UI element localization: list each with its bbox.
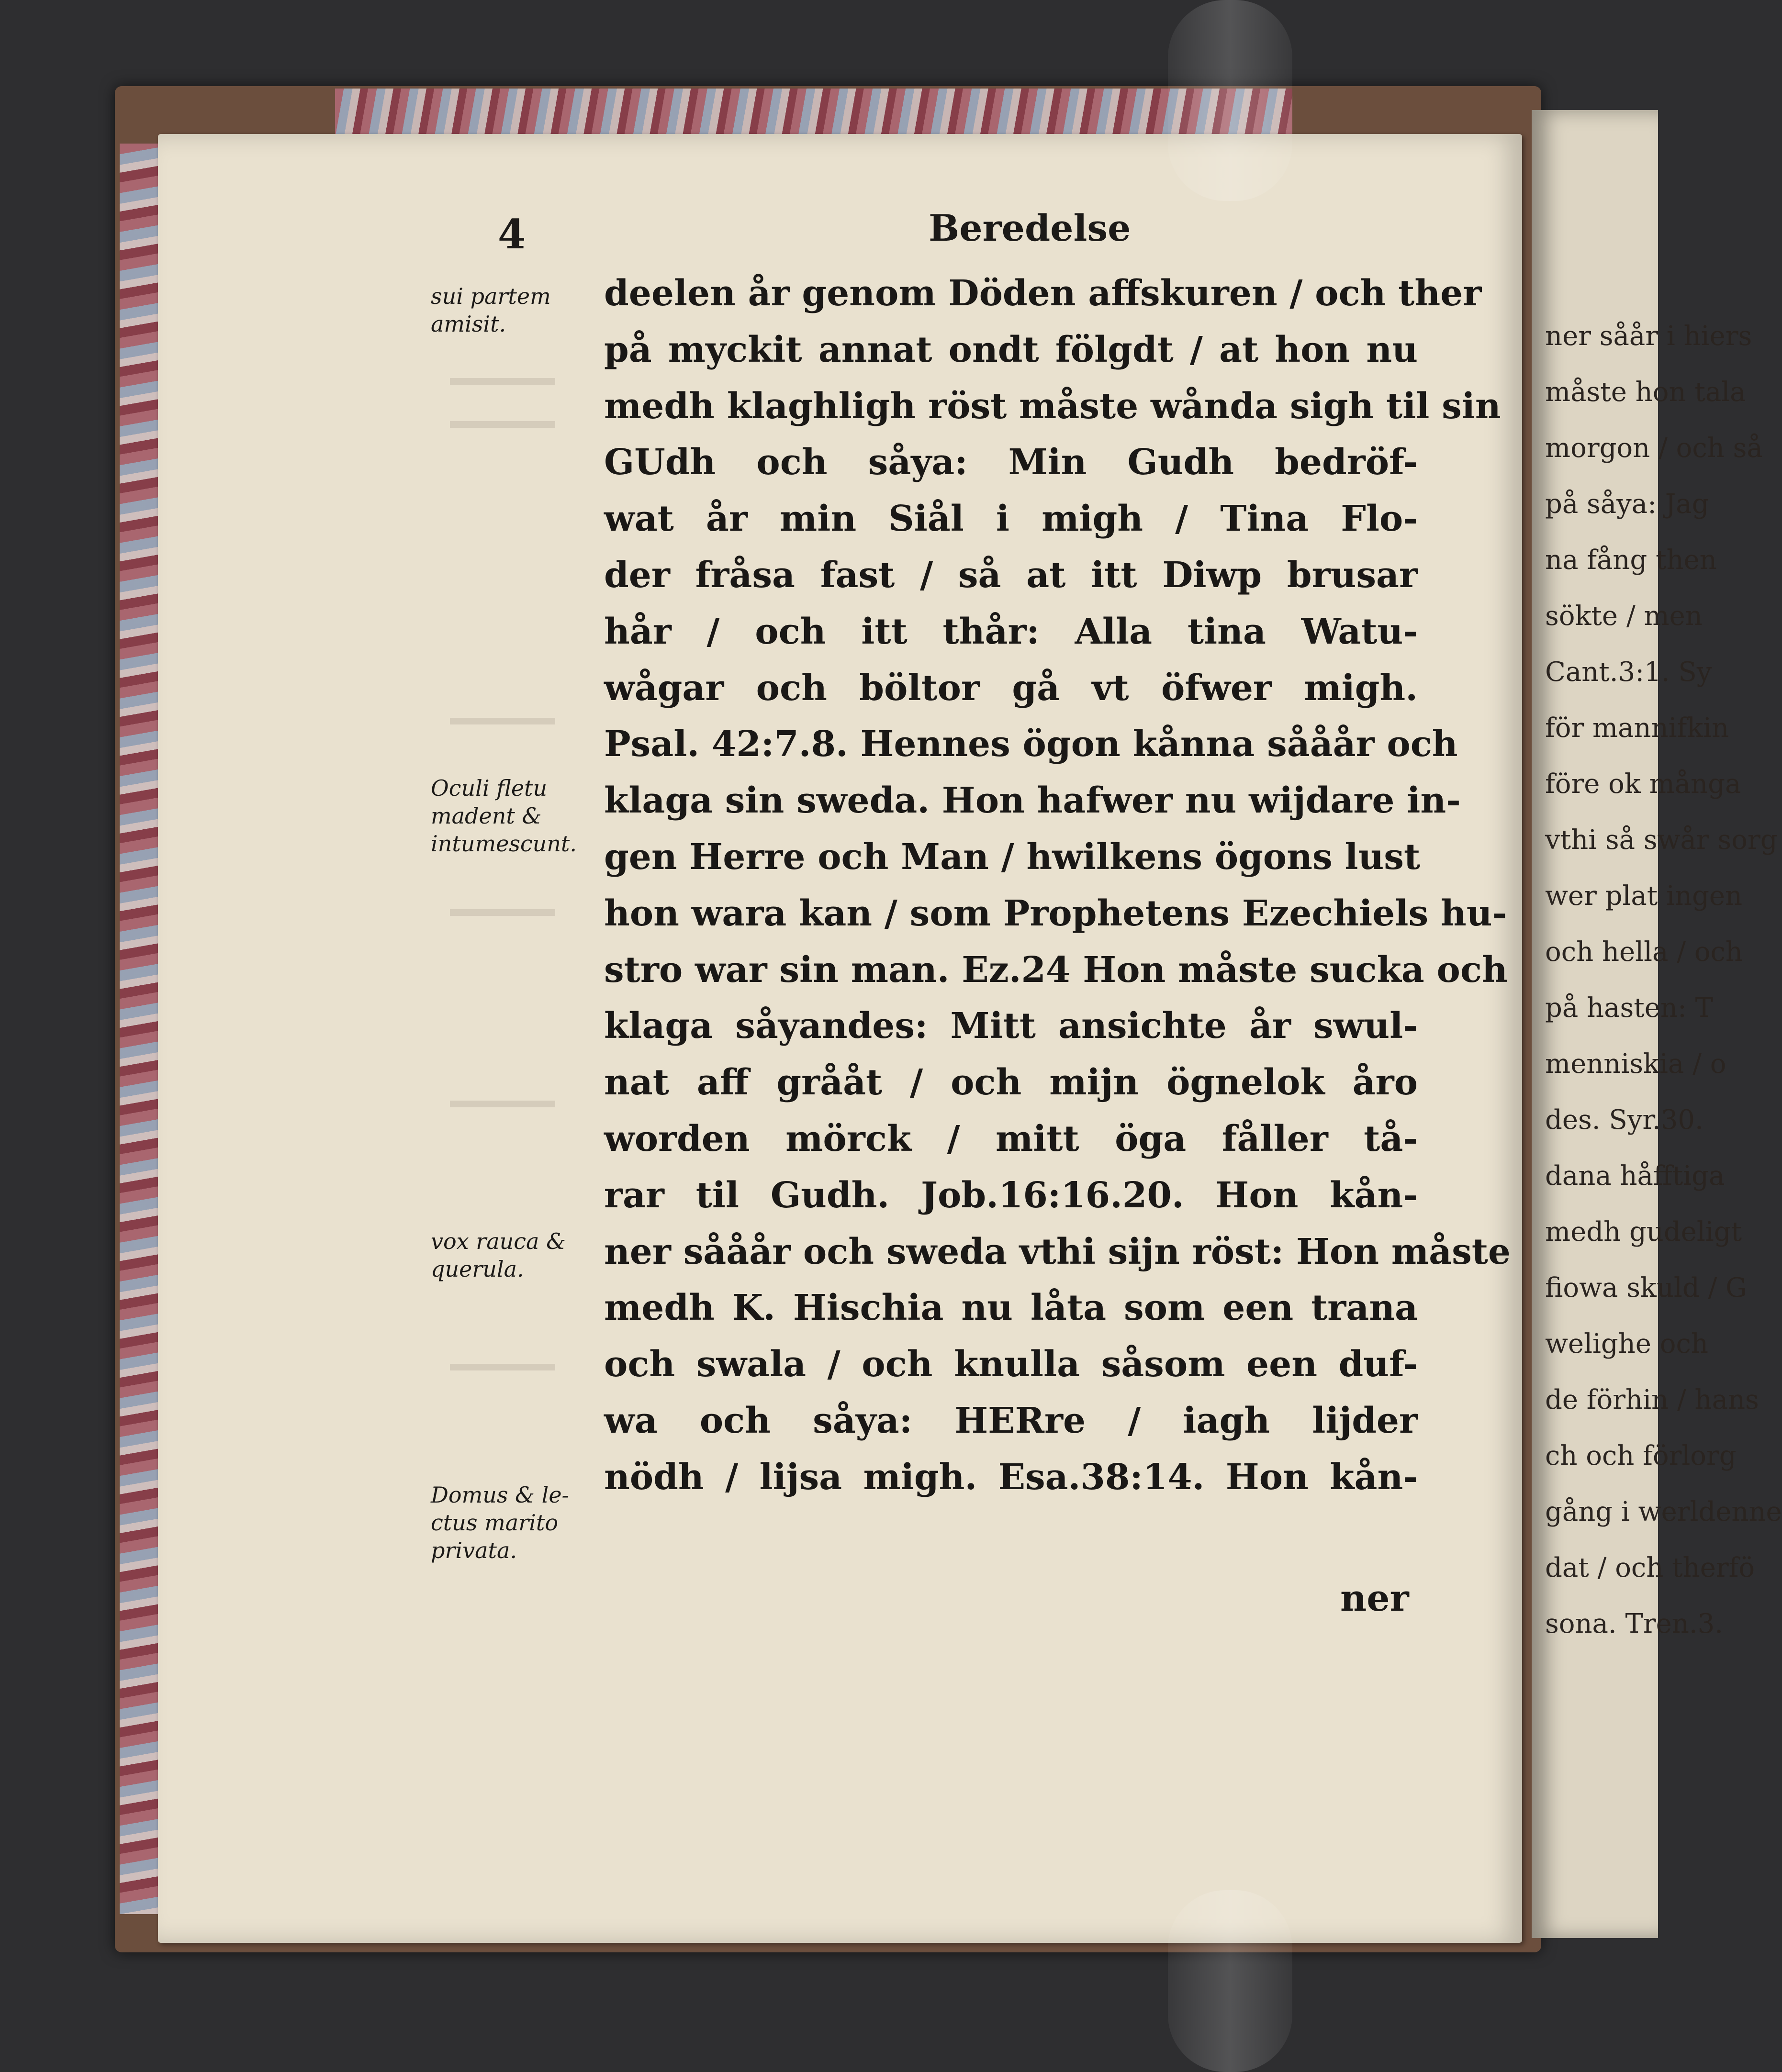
margin-note xyxy=(431,1481,594,1564)
margin-note xyxy=(431,282,594,338)
text-line: klaga sin sweda. Hon hafwer nu wijdare in- xyxy=(604,780,1461,822)
facing-page-line: dat / och therfö xyxy=(1545,1552,1755,1583)
glass-weight-top xyxy=(1168,0,1292,201)
text-line: wat år min Siål i migh / Tina Flo- xyxy=(604,498,1418,540)
margin-note-line: amisit. xyxy=(431,311,506,337)
margin-note-line: Domus & le- xyxy=(431,1482,570,1508)
text-line: worden mörck / mitt öga fåller tå- xyxy=(604,1118,1418,1159)
facing-page-line: na fång then xyxy=(1545,545,1717,576)
facing-page-line: på hasten: T xyxy=(1545,992,1713,1024)
facing-page xyxy=(1532,110,1782,1938)
text-line: hår / och itt thår: Alla tina Watu- xyxy=(604,611,1418,652)
facing-page-line: ner såår i hiers xyxy=(1545,321,1752,352)
facing-page-line: des. Syr.30. xyxy=(1545,1104,1704,1136)
text-line: rar til Gudh. Job.16:16.20. Hon kån- xyxy=(604,1174,1418,1216)
facing-page-line: fiowa skuld / G xyxy=(1545,1272,1747,1303)
margin-note xyxy=(431,774,594,858)
margin-note xyxy=(431,1227,594,1283)
facing-page-line: ch och förlorg xyxy=(1545,1440,1737,1471)
text-line: GUdh och såya: Min Gudh bedröf- xyxy=(604,442,1418,483)
margin-note-line: Oculi fletu xyxy=(431,775,548,801)
facing-page-line: för mannifkin xyxy=(1545,713,1729,744)
show-through-mark xyxy=(450,909,555,916)
text-line: klaga såyandes: Mitt ansichte år swul- xyxy=(604,1005,1418,1047)
margin-note-line: querula. xyxy=(431,1256,524,1282)
glass-weight-bottom xyxy=(1168,1890,1292,2072)
facing-page-line: vthi så swår sorg xyxy=(1545,824,1778,856)
text-line: wågar och böltor gå vt öfwer migh. xyxy=(604,667,1418,709)
text-line: nödh / lijsa migh. Esa.38:14. Hon kån- xyxy=(604,1456,1418,1498)
facing-page-line: på såya: Jag xyxy=(1545,489,1709,520)
catchword: ner xyxy=(1340,1577,1409,1619)
facing-page-line: welighe och xyxy=(1545,1328,1708,1359)
text-line: och swala / och knulla såsom een duf- xyxy=(604,1344,1418,1385)
facing-page-line: sökte / men xyxy=(1545,601,1703,632)
text-line: deelen år genom Döden affskuren / och ther xyxy=(604,273,1482,314)
text-line: ner sååår och sweda vthi sijn röst: Hon måste xyxy=(604,1231,1511,1272)
facing-page-line: wer plat ingen xyxy=(1545,880,1743,912)
text-line: gen Herre och Man / hwilkens ögons lust xyxy=(604,836,1421,878)
text-line: nat aff grååt / och mijn ögnelok åro xyxy=(604,1062,1418,1103)
margin-note-line: ctus marito xyxy=(431,1510,559,1536)
text-line: hon wara kan / som Prophetens Ezechiels hu- xyxy=(604,892,1507,934)
margin-note-line: sui partem xyxy=(431,283,551,309)
text-line: stro war sin man. Ez.24 Hon måste sucka och xyxy=(604,949,1508,991)
body-text xyxy=(604,266,1511,1506)
margin-note-line: vox rauca & xyxy=(431,1228,566,1254)
text-line: Psal. 42:7.8. Hennes ögon kånna sååår och xyxy=(604,724,1458,765)
text-line: på myckit annat ondt fölgdt / at hon nu xyxy=(604,329,1418,370)
text-line: der fråsa fast / så at itt Diwp brusar xyxy=(604,554,1418,596)
facing-page-line: sona. Tren.3. xyxy=(1545,1608,1724,1639)
show-through-mark xyxy=(450,718,555,724)
running-head: Beredelse xyxy=(929,207,1131,249)
text-line: medh klaghligh röst måste wånda sigh til sin xyxy=(604,385,1501,427)
facing-page-line: och hella / och xyxy=(1545,936,1743,968)
facing-page-line: före ok många xyxy=(1545,769,1741,800)
facing-page-line: medh gudeligt xyxy=(1545,1216,1742,1248)
facing-page-line: Cant.3:1. Sy xyxy=(1545,657,1712,688)
facing-page-line: de förhin / hans xyxy=(1545,1384,1759,1415)
show-through-mark xyxy=(450,378,555,385)
facing-page-line: måste hon tala xyxy=(1545,377,1746,408)
margin-note-line: madent & xyxy=(431,803,542,829)
show-through-mark xyxy=(450,1101,555,1107)
facing-page-line: morgon / och så xyxy=(1545,433,1763,464)
facing-page-line: menniskia / o xyxy=(1545,1048,1726,1080)
margin-note-line: intumescunt. xyxy=(431,831,577,857)
margin-note-line: privata. xyxy=(431,1537,517,1563)
text-line: wa och såya: HERre / iagh lijder xyxy=(604,1400,1418,1441)
facing-page-line: dana håfftiga xyxy=(1545,1160,1725,1192)
show-through-mark xyxy=(450,1364,555,1370)
text-line: medh K. Hischia nu låta som een trana xyxy=(604,1287,1418,1329)
facing-page-line: gång i werldenne xyxy=(1545,1496,1782,1527)
page-number: 4 xyxy=(498,211,526,258)
show-through-mark xyxy=(450,421,555,428)
